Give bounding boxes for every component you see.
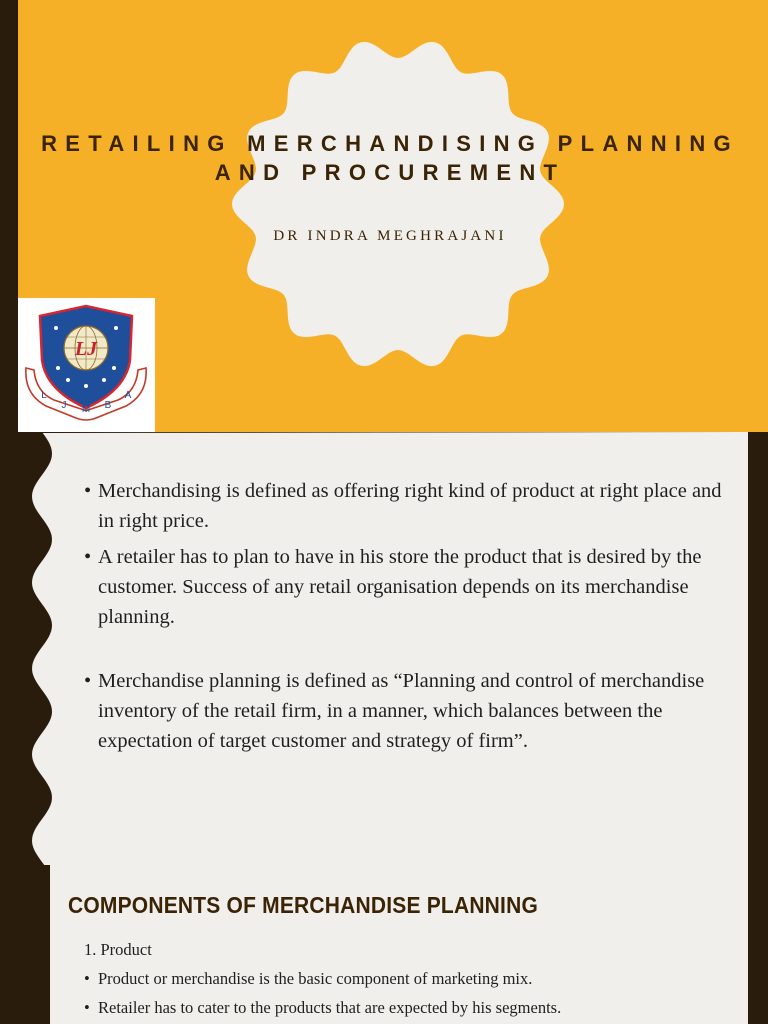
definition-slide — [0, 432, 768, 865]
bullet-text: Merchandise planning is defined as “Planning and control of merchandise inventory of the retail firm, in a manner, which balances between the expectation of target customer and strategy of firm”. — [98, 670, 705, 752]
logo-letter: L — [41, 390, 47, 401]
bullet-text: Retailer has to cater to the products that are expected by his segments. — [98, 998, 562, 1017]
list-item — [84, 993, 734, 1022]
shield-logo-icon — [18, 298, 155, 432]
ljmba-logo — [18, 298, 155, 432]
logo-letter: J — [61, 400, 67, 411]
component-list — [84, 935, 734, 1022]
bullet-text: Merchandising is defined as offering right kind of product at right place and in right price. — [98, 480, 722, 532]
list-item — [84, 666, 724, 756]
section-heading: COMPONENTS OF MERCHANDISE PLANNING — [68, 893, 538, 919]
bullet-list — [84, 476, 724, 762]
bullet-icon: • — [84, 969, 90, 988]
logo-monogram: LJ — [74, 338, 98, 360]
logo-letter: M — [81, 404, 91, 415]
slide-author: DR INDRA MEGHRAJANI — [273, 228, 507, 244]
list-item — [84, 964, 734, 993]
components-slide — [0, 865, 768, 1024]
logo-letter: B — [104, 400, 112, 411]
bullet-text: Product or merchandise is the basic component of marketing mix. — [98, 969, 533, 988]
bullet-icon: • — [84, 546, 92, 568]
list-item — [84, 542, 724, 632]
slide-title: RETAILING MERCHANDISING PLANNING AND PROCUREMENT — [41, 131, 739, 185]
bullet-icon: • — [84, 670, 92, 692]
bullet-icon: • — [84, 998, 90, 1017]
logo-letter: A — [124, 390, 132, 401]
bullet-text: A retailer has to plan to have in his store the product that is desired by the customer. Success of any retail organisation depends on its merchandise planning. — [98, 546, 702, 628]
list-item-number: 1. Product — [84, 940, 152, 959]
title-slide — [0, 0, 768, 432]
list-item — [84, 476, 724, 536]
bullet-icon: • — [84, 480, 92, 502]
